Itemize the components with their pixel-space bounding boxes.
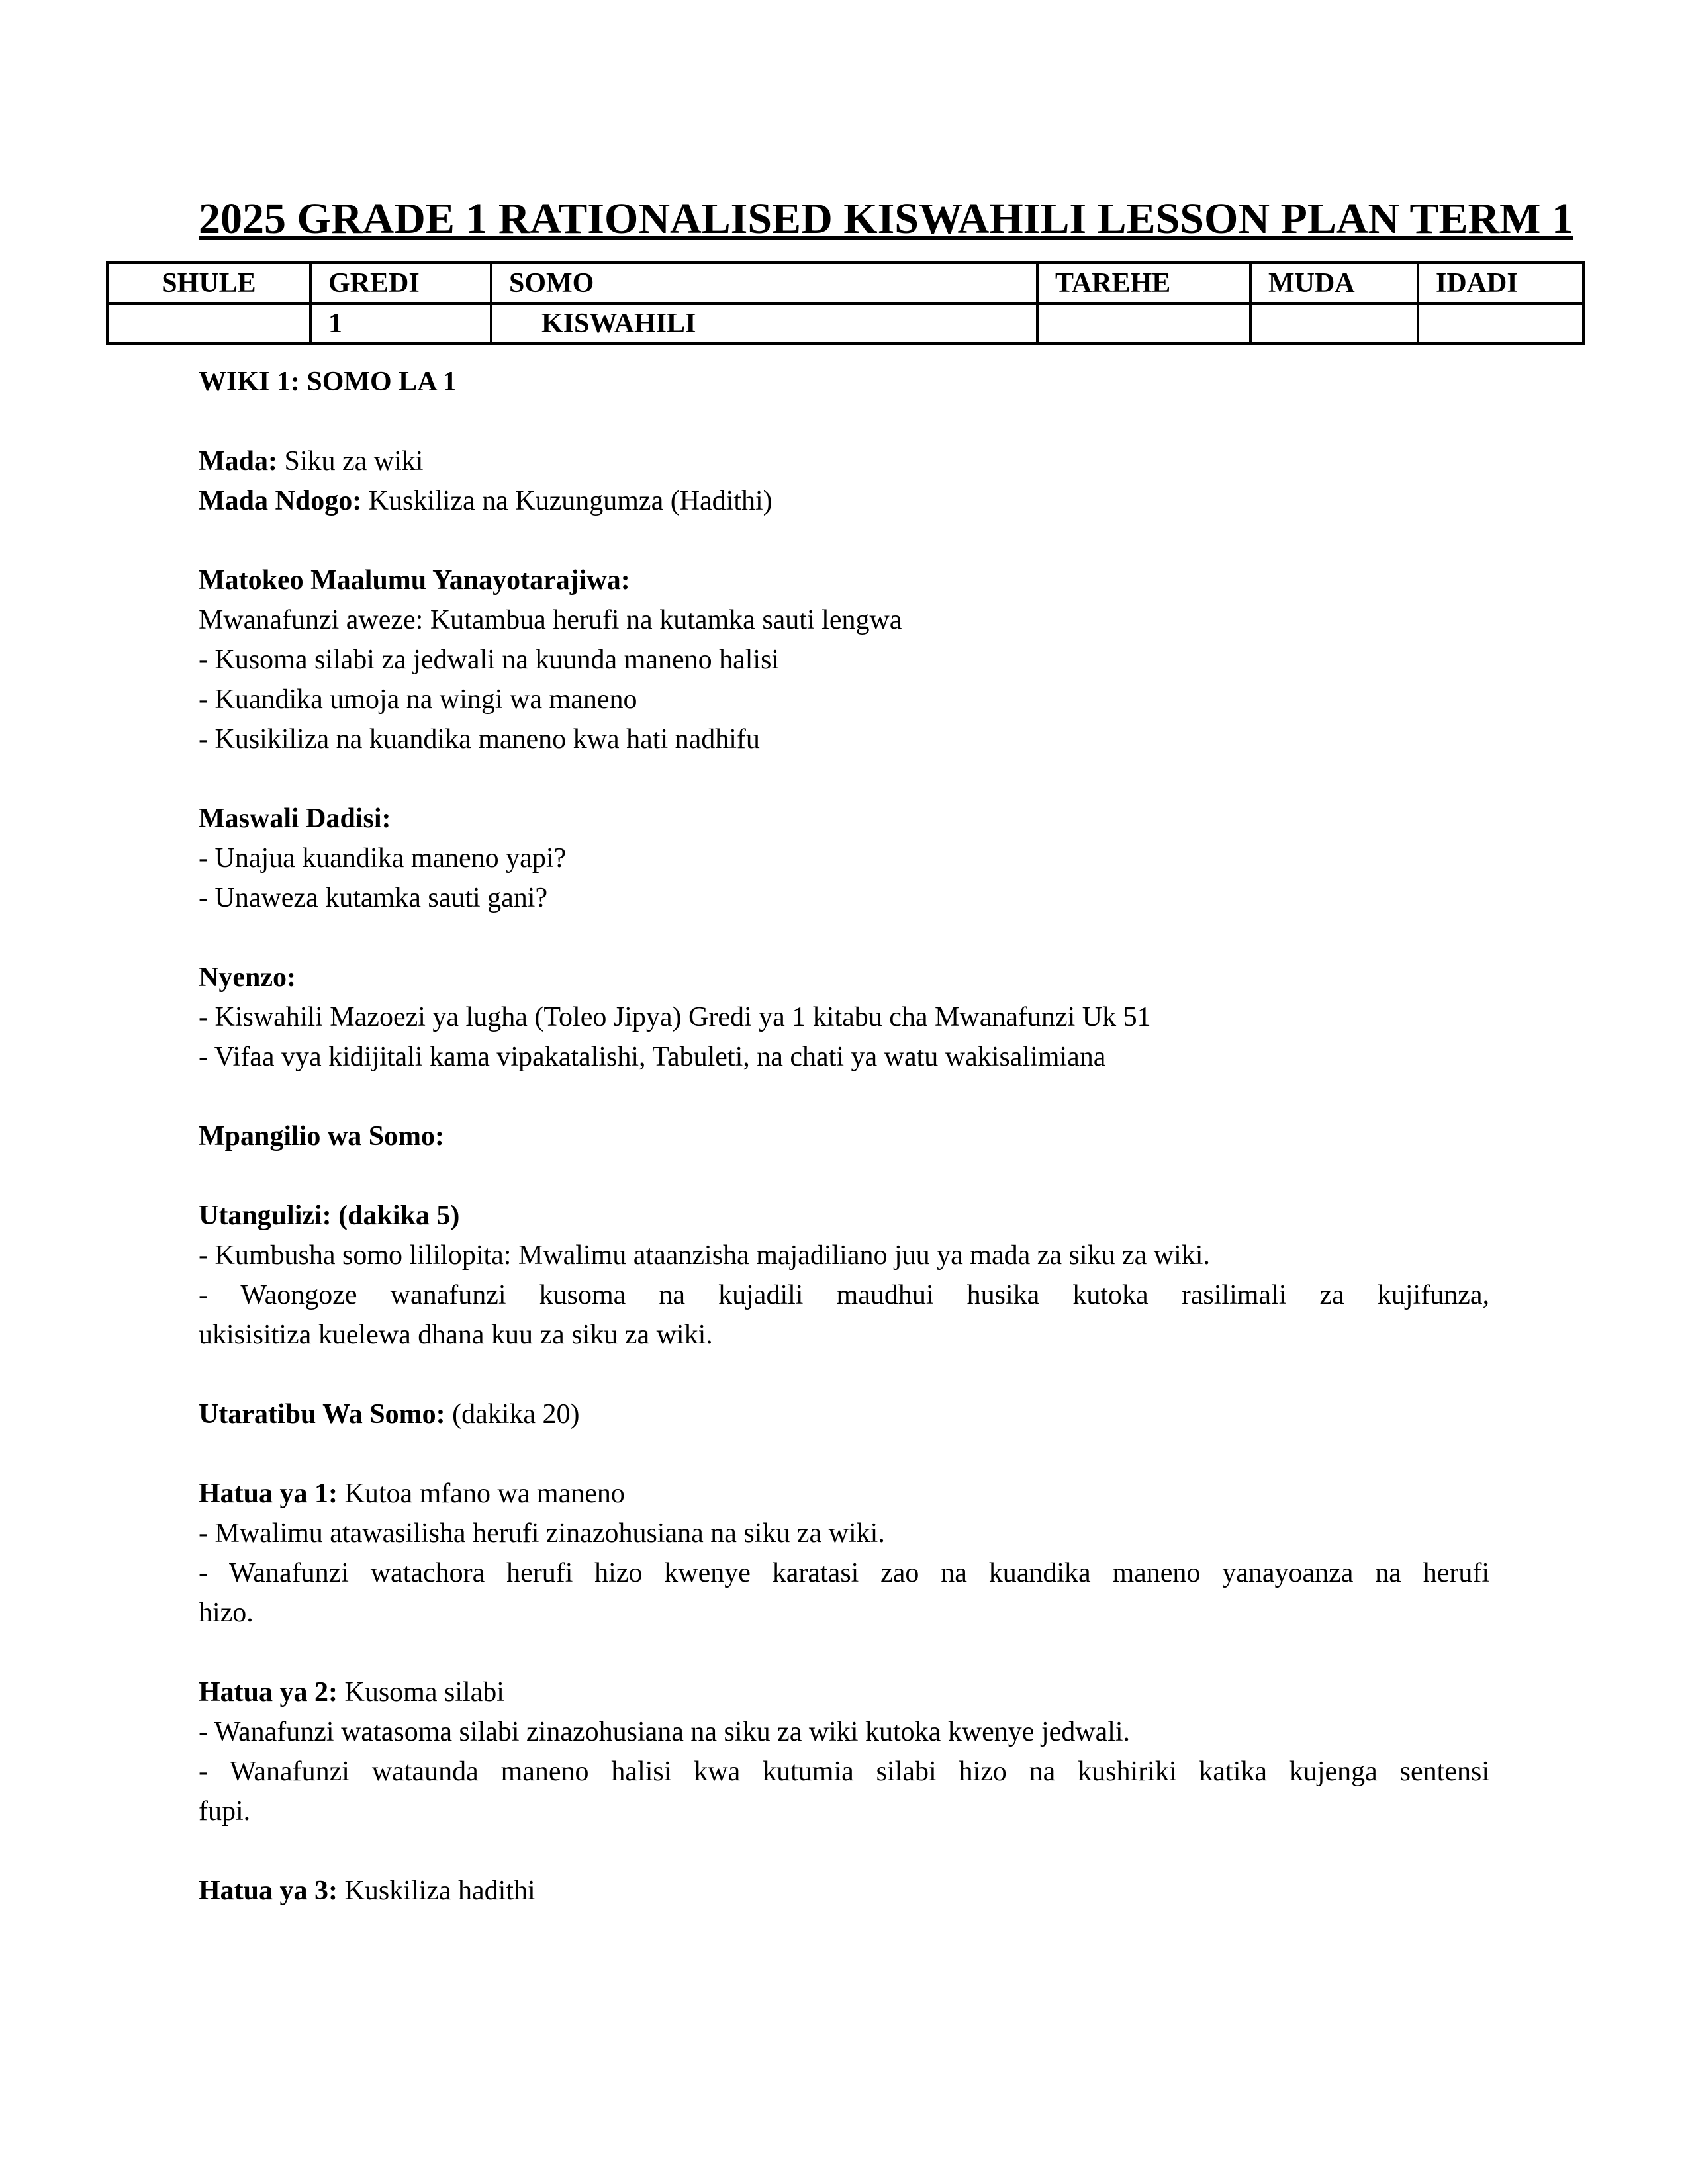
utaratibu-label: Utaratibu Wa Somo: <box>199 1399 445 1430</box>
table-header-shule: SHULE <box>107 263 310 304</box>
table-cell-muda <box>1250 304 1418 343</box>
week-heading: WIKI 1: SOMO LA 1 <box>199 367 457 397</box>
document-title: 2025 GRADE 1 RATIONALISED KISWAHILI LESSON PLAN TERM 1 <box>199 195 1573 243</box>
table-header-tarehe: TAREHE <box>1037 263 1250 304</box>
mada-block <box>199 441 1489 521</box>
hatua2-label: Hatua ya 2: <box>199 1677 338 1707</box>
document-body <box>199 362 1489 1911</box>
hatua2-heading-line <box>199 1672 1489 1712</box>
utangulizi-line: - Kumbusha somo lililopita: Mwalimu ataanzisha majadiliano juu ya mada za siku za wiki. <box>199 1240 1210 1271</box>
matokeo-line: - Kuandika umoja na wingi wa maneno <box>199 684 637 715</box>
lesson-info-table <box>106 261 1585 345</box>
utangulizi-section <box>199 1196 1489 1355</box>
hatua3-text: Kuskiliza hadithi <box>338 1876 536 1906</box>
nyenzo-heading: Nyenzo: <box>199 962 296 993</box>
table-cell-somo: KISWAHILI <box>491 304 1037 343</box>
table-cell-idadi <box>1418 304 1583 343</box>
hatua2-line: - Wanafunzi watasoma silabi zinazohusiana na siku za wiki kutoka kwenye jedwali. <box>199 1717 1131 1747</box>
mada-ndogo-text: Kuskiliza na Kuzungumza (Hadithi) <box>361 486 773 516</box>
utaratibu-heading-line <box>199 1394 1489 1434</box>
utangulizi-line: ukisisitiza kuelewa dhana kuu za siku za wiki. <box>199 1320 713 1350</box>
maswali-heading: Maswali Dadisi: <box>199 803 391 834</box>
matokeo-heading: Matokeo Maalumu Yanayotarajiwa: <box>199 565 630 596</box>
hatua3-heading-line <box>199 1871 1489 1911</box>
matokeo-line: Mwanafunzi aweze: Kutambua herufi na kutamka sauti lengwa <box>199 605 902 635</box>
hatua2-line: - Wanafunzi wataunda maneno halisi kwa kutumia silabi hizo na kushiriki katika kujenga sentensi <box>199 1756 1489 1787</box>
utaratibu-text: (dakika 20) <box>445 1399 580 1430</box>
table-cell-tarehe <box>1037 304 1250 343</box>
table-header-gredi: GREDI <box>310 263 491 304</box>
table-cell-shule <box>107 304 310 343</box>
mpangilio-heading: Mpangilio wa Somo: <box>199 1121 445 1152</box>
hatua1-section <box>199 1474 1489 1633</box>
matokeo-line: - Kusoma silabi za jedwali na kuunda maneno halisi <box>199 645 780 675</box>
maswali-line: - Unaweza kutamka sauti gani? <box>199 883 548 913</box>
mpangilio-heading-block <box>199 1116 1489 1156</box>
hatua2-line: fupi. <box>199 1796 251 1827</box>
matokeo-section <box>199 561 1489 759</box>
table-header-idadi: IDADI <box>1418 263 1583 304</box>
maswali-section <box>199 799 1489 918</box>
hatua1-heading-line <box>199 1474 1489 1514</box>
nyenzo-line: - Kiswahili Mazoezi ya lugha (Toleo Jipya) Gredi ya 1 kitabu cha Mwanafunzi Uk 51 <box>199 1002 1151 1032</box>
hatua1-label: Hatua ya 1: <box>199 1479 338 1509</box>
mada-line <box>199 441 1489 481</box>
hatua1-line: hizo. <box>199 1598 254 1628</box>
utangulizi-heading: Utangulizi: (dakika 5) <box>199 1201 460 1231</box>
utaratibu-heading-block <box>199 1394 1489 1434</box>
mada-label: Mada: <box>199 446 277 477</box>
mada-text: Siku za wiki <box>277 446 424 477</box>
table-cell-gredi: 1 <box>310 304 491 343</box>
hatua2-text: Kusoma silabi <box>338 1677 504 1707</box>
matokeo-line: - Kusikiliza na kuandika maneno kwa hati nadhifu <box>199 724 760 754</box>
mada-ndogo-line <box>199 481 1489 521</box>
mada-ndogo-label: Mada Ndogo: <box>199 486 362 516</box>
table-header-somo: SOMO <box>491 263 1037 304</box>
hatua1-text: Kutoa mfano wa maneno <box>338 1479 625 1509</box>
table-header-row <box>107 263 1583 304</box>
hatua1-line: - Mwalimu atawasilisha herufi zinazohusiana na siku za wiki. <box>199 1518 885 1549</box>
nyenzo-line: - Vifaa vya kidijitali kama vipakatalishi, Tabuleti, na chati ya watu wakisalimiana <box>199 1042 1106 1072</box>
table-header-muda: MUDA <box>1250 263 1418 304</box>
utangulizi-line: - Waongoze wanafunzi kusoma na kujadili maudhui husika kutoka rasilimali za kujifunza, <box>199 1280 1489 1310</box>
hatua2-section <box>199 1672 1489 1831</box>
hatua3-section <box>199 1871 1489 1911</box>
table-value-row <box>107 304 1583 343</box>
maswali-line: - Unajua kuandika maneno yapi? <box>199 843 567 874</box>
nyenzo-section <box>199 958 1489 1077</box>
hatua1-line: - Wanafunzi watachora herufi hizo kwenye karatasi zao na kuandika maneno yanayoanza na herufi <box>199 1558 1489 1588</box>
week-heading-block <box>199 362 1489 402</box>
hatua3-label: Hatua ya 3: <box>199 1876 338 1906</box>
